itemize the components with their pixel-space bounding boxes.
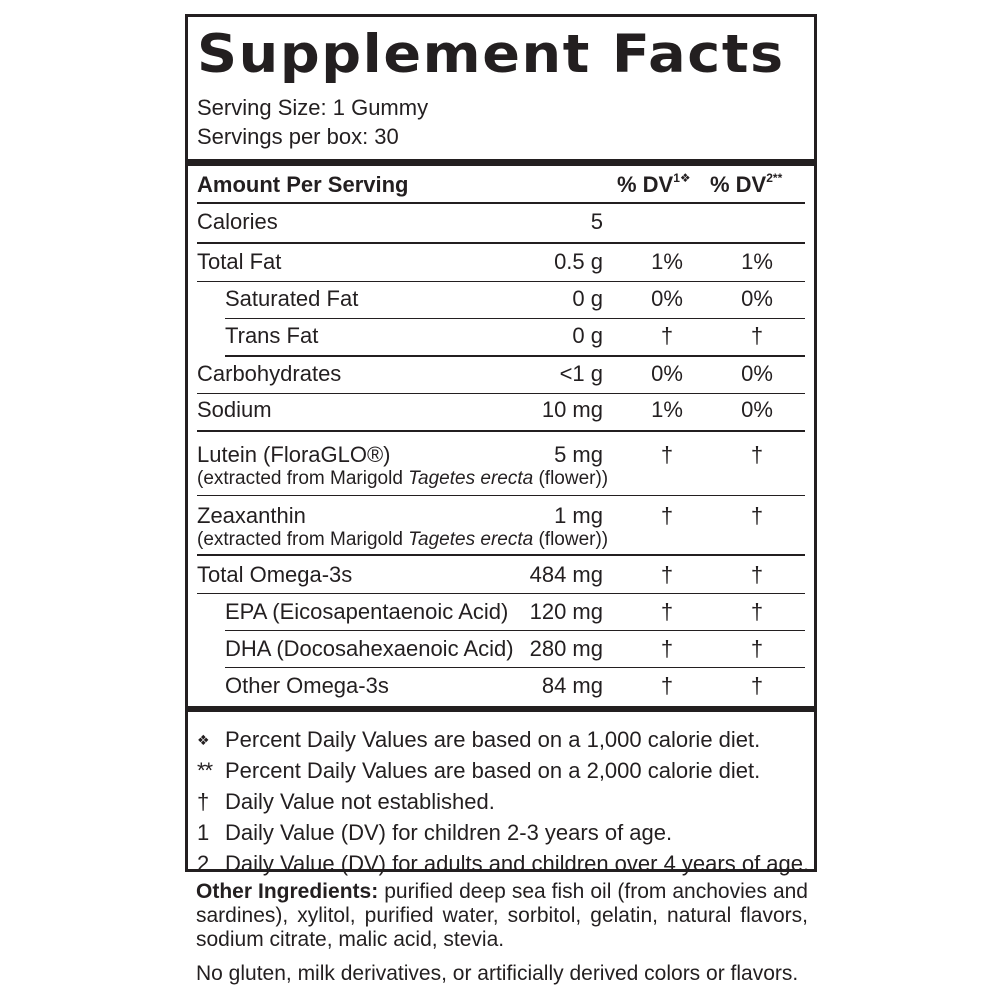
footnote-text: Daily Value (DV) for children 2-3 years of age.	[225, 820, 673, 845]
allergen-statement: No gluten, milk derivatives, or artificially derived colors or flavors.	[196, 962, 799, 985]
nutrient-amount: <1 g	[559, 361, 603, 386]
amount-per-serving-header: Amount Per Serving	[197, 172, 409, 197]
nutrient-dv2: 1%	[741, 249, 773, 274]
footnote	[197, 817, 805, 848]
nutrient-dv1: †	[660, 323, 674, 348]
nutrient-amount: 0 g	[572, 286, 603, 311]
nutrient-dv2: †	[750, 442, 764, 467]
footnote-text: Percent Daily Values are based on a 1,000 calorie diet.	[225, 727, 761, 752]
footnote-mark: †	[197, 789, 210, 814]
table-row	[197, 357, 805, 394]
footnote-mark: **	[197, 758, 213, 783]
footnote-text: Percent Daily Values are based on a 2,000 calorie diet.	[225, 758, 761, 783]
footnote-text: Daily Value not established.	[225, 789, 495, 814]
dv2-header-label: % DV	[710, 172, 767, 197]
table-row	[225, 631, 805, 668]
dv2-header-sup: 2**	[766, 171, 783, 185]
nutrient-dv1: 0%	[651, 286, 683, 311]
nutrient-amount: 5	[590, 209, 603, 234]
serving-size: Serving Size: 1 Gummy	[197, 95, 429, 120]
footnote-mark: ❖	[197, 732, 210, 748]
nutrient-amount: 1 mg	[554, 503, 603, 528]
nutrient-name: Other Omega-3s	[225, 673, 389, 698]
nutrient-amount: 484 mg	[529, 562, 603, 587]
nutrient-name: Calories	[197, 209, 278, 234]
dv1-header-label: % DV	[617, 172, 674, 197]
nutrient-name: EPA (Eicosapentaenoic Acid)	[225, 599, 509, 624]
nutrient-name: Carbohydrates	[197, 361, 342, 386]
footnotes	[197, 712, 810, 879]
nutrient-dv1: †	[660, 503, 674, 528]
nutrient-dv2: 0%	[741, 361, 773, 386]
table-row	[197, 204, 805, 244]
nutrient-dv2: †	[750, 636, 764, 661]
nutrient-amount: 120 mg	[529, 599, 603, 624]
table-row	[197, 432, 805, 496]
nutrient-source	[197, 529, 608, 551]
dv2-header	[710, 172, 782, 198]
nutrient-name: Trans Fat	[225, 323, 319, 348]
nutrient-name: Saturated Fat	[225, 286, 359, 311]
supplement-facts-panel	[185, 14, 817, 876]
thick-divider	[188, 159, 814, 166]
nutrient-amount: 10 mg	[541, 397, 603, 422]
nutrient-dv2: †	[750, 323, 764, 348]
nutrient-dv2: †	[750, 599, 764, 624]
nutrient-name: Lutein (FloraGLO®)	[197, 442, 391, 467]
nutrient-dv1: 1%	[651, 397, 683, 422]
table-row	[225, 319, 805, 357]
nutrient-dv2: †	[750, 562, 764, 587]
nutrient-dv1: 1%	[651, 249, 683, 274]
nutrient-source-suffix: (flower))	[533, 529, 609, 550]
table-row	[197, 394, 805, 432]
nutrient-dv2: †	[750, 503, 764, 528]
nutrient-amount: 0.5 g	[554, 249, 603, 274]
footnote-mark: 1	[197, 820, 210, 845]
nutrient-source	[197, 468, 608, 490]
table-row	[197, 244, 805, 282]
table-row	[225, 282, 805, 319]
nutrient-name: DHA (Docosahexaenoic Acid)	[225, 636, 514, 661]
footnote-mark: 2	[197, 851, 210, 876]
footnote	[197, 848, 810, 879]
nutrient-dv2: 0%	[741, 286, 773, 311]
other-ingredients-label: Other Ingredients:	[196, 880, 379, 903]
nutrient-source-prefix: (extracted from Marigold	[197, 529, 409, 550]
panel-title: Supplement Facts	[197, 24, 785, 85]
nutrient-dv1: †	[660, 636, 674, 661]
nutrient-name: Zeaxanthin	[197, 503, 306, 528]
footnote	[197, 786, 805, 817]
footnote	[197, 724, 805, 755]
dv1-header-sup: 1❖	[673, 171, 691, 185]
servings-per-box: Servings per box: 30	[197, 124, 399, 149]
nutrient-name: Sodium	[197, 397, 272, 422]
nutrient-dv1: †	[660, 599, 674, 624]
nutrient-amount: 84 mg	[541, 673, 603, 698]
table-row	[197, 496, 805, 556]
nutrient-amount: 0 g	[572, 323, 603, 348]
dv1-header	[617, 172, 691, 198]
table-row	[197, 556, 805, 594]
nutrient-source-species: Tagetes erecta	[408, 529, 534, 550]
nutrient-amount: 280 mg	[529, 636, 603, 661]
other-ingredients-text: purified deep sea fish oil (from anchovies and sardines), xylitol, purified water, sorbitol, gelatin, natural flavors, sodium citrate, malic acid, stevia.	[196, 880, 808, 951]
nutrient-name: Total Fat	[197, 249, 282, 274]
nutrient-dv1: †	[660, 562, 674, 587]
other-ingredients	[196, 880, 808, 952]
nutrient-dv1: †	[660, 442, 674, 467]
footnote	[197, 755, 805, 786]
footnote-text: Daily Value (DV) for adults and children over 4 years of age.	[225, 851, 810, 876]
table-row	[225, 668, 805, 706]
nutrient-source-prefix: (extracted from Marigold	[197, 468, 409, 489]
nutrient-source-species: Tagetes erecta	[408, 468, 534, 489]
table-row	[225, 594, 805, 631]
nutrient-dv1: 0%	[651, 361, 683, 386]
table-header-row	[197, 166, 805, 204]
nutrient-dv2: 0%	[741, 397, 773, 422]
nutrient-dv1: †	[660, 673, 674, 698]
nutrient-source-suffix: (flower))	[533, 468, 609, 489]
nutrient-name: Total Omega-3s	[197, 562, 353, 587]
nutrient-dv2: †	[750, 673, 764, 698]
nutrient-amount: 5 mg	[554, 442, 603, 467]
